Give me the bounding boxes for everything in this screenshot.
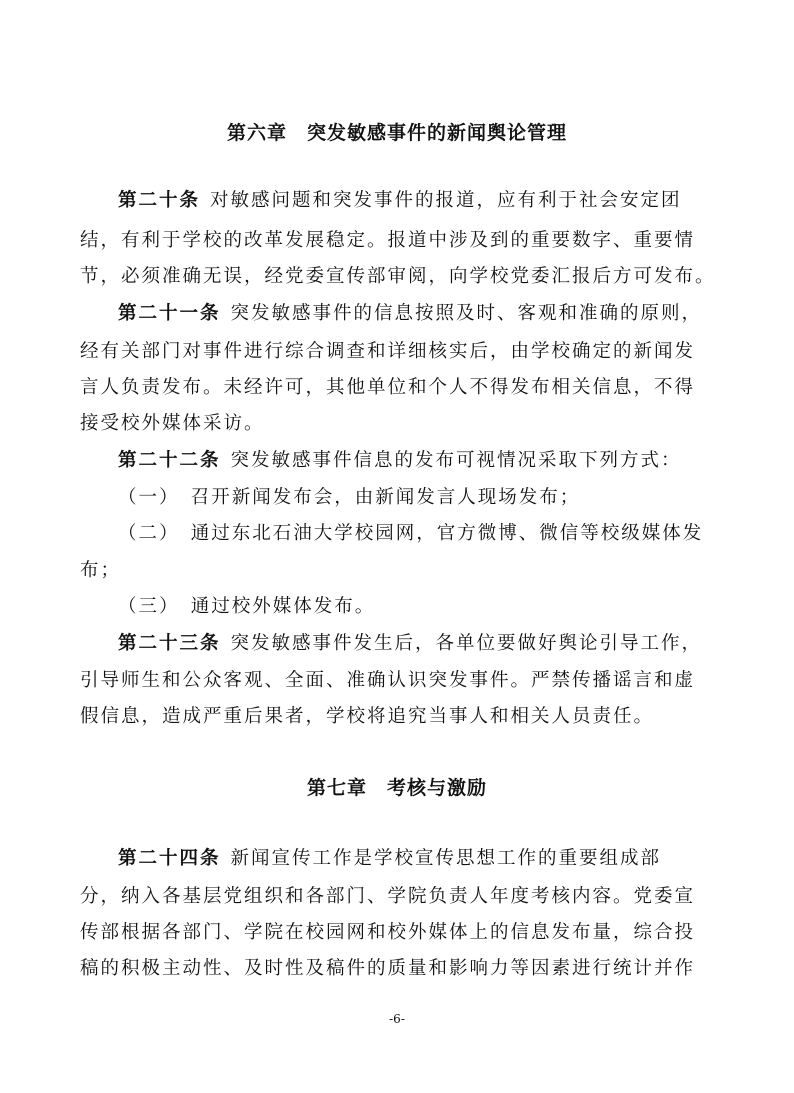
article-22-item-2: （二） 通过东北石油大学校园网，官方微博、微信等校级媒体发 xyxy=(118,523,704,544)
page-number: -6- xyxy=(389,1012,405,1026)
article-24-line-3: 传部根据各部门、学院在校园网和校外媒体上的信息发布量，综合投 xyxy=(80,922,696,943)
article-21-line-4: 接受校外媒体采访。 xyxy=(80,413,265,434)
article-22-item-2-cont: 布； xyxy=(80,560,122,581)
article-21-line-2: 经有关部门对事件进行综合调查和详细核实后，由学校确定的新闻发 xyxy=(80,341,696,362)
article-21-label: 第二十一条 xyxy=(118,303,221,324)
chapter-6-title: 第六章 突发敏感事件的新闻舆论管理 xyxy=(226,122,567,144)
article-21-line-3: 言人负责发布。未经许可，其他单位和个人不得发布相关信息，不得 xyxy=(80,377,696,398)
article-22-item-1: （一） 召开新闻发布会，由新闻发言人现场发布； xyxy=(118,487,581,508)
article-22-line-1 xyxy=(118,448,720,474)
article-23-label: 第二十三条 xyxy=(118,633,221,654)
article-21-text-1: 突发敏感事件的信息按照及时、客观和准确的原则， xyxy=(230,303,703,324)
article-20-label: 第二十条 xyxy=(118,190,201,211)
article-20-line-1 xyxy=(118,188,720,214)
article-23-text-1: 突发敏感事件发生后，各单位要做好舆论引导工作， xyxy=(230,633,703,654)
article-23-line-2: 引导师生和公众客观、全面、准确认识突发事件。严禁传播谣言和虚 xyxy=(80,670,696,691)
article-24-label: 第二十四条 xyxy=(118,848,221,869)
article-22-item-3: （三） 通过校外媒体发布。 xyxy=(118,596,376,617)
article-20-line-3: 节，必须准确无误，经党委宣传部审阅，向学校党委汇报后方可发布。 xyxy=(80,266,716,287)
article-22-label: 第二十二条 xyxy=(118,450,221,471)
article-21-line-1 xyxy=(118,301,720,327)
chapter-7-title: 第七章 考核与激励 xyxy=(306,777,487,799)
article-24-line-1 xyxy=(118,846,720,872)
article-24-line-2: 分，纳入各基层党组织和各部门、学院负责人年度考核内容。党委宣 xyxy=(80,886,696,907)
article-23-line-3: 假信息，造成严重后果者，学校将追究当事人和相关人员责任。 xyxy=(80,706,655,727)
article-24-text-1: 新闻宣传工作是学校宣传思想工作的重要组成部 xyxy=(230,848,662,869)
article-20-line-2: 结，有利于学校的改革发展稳定。报道中涉及到的重要数字、重要情 xyxy=(80,230,696,251)
article-24-line-4: 稿的积极主动性、及时性及稿件的质量和影响力等因素进行统计并作 xyxy=(80,958,696,979)
article-23-line-1 xyxy=(118,631,720,657)
article-20-text-1: 对敏感问题和突发事件的报道，应有利于社会安定团 xyxy=(210,190,682,211)
article-22-text-1: 突发敏感事件信息的发布可视情况采取下列方式： xyxy=(230,450,682,471)
